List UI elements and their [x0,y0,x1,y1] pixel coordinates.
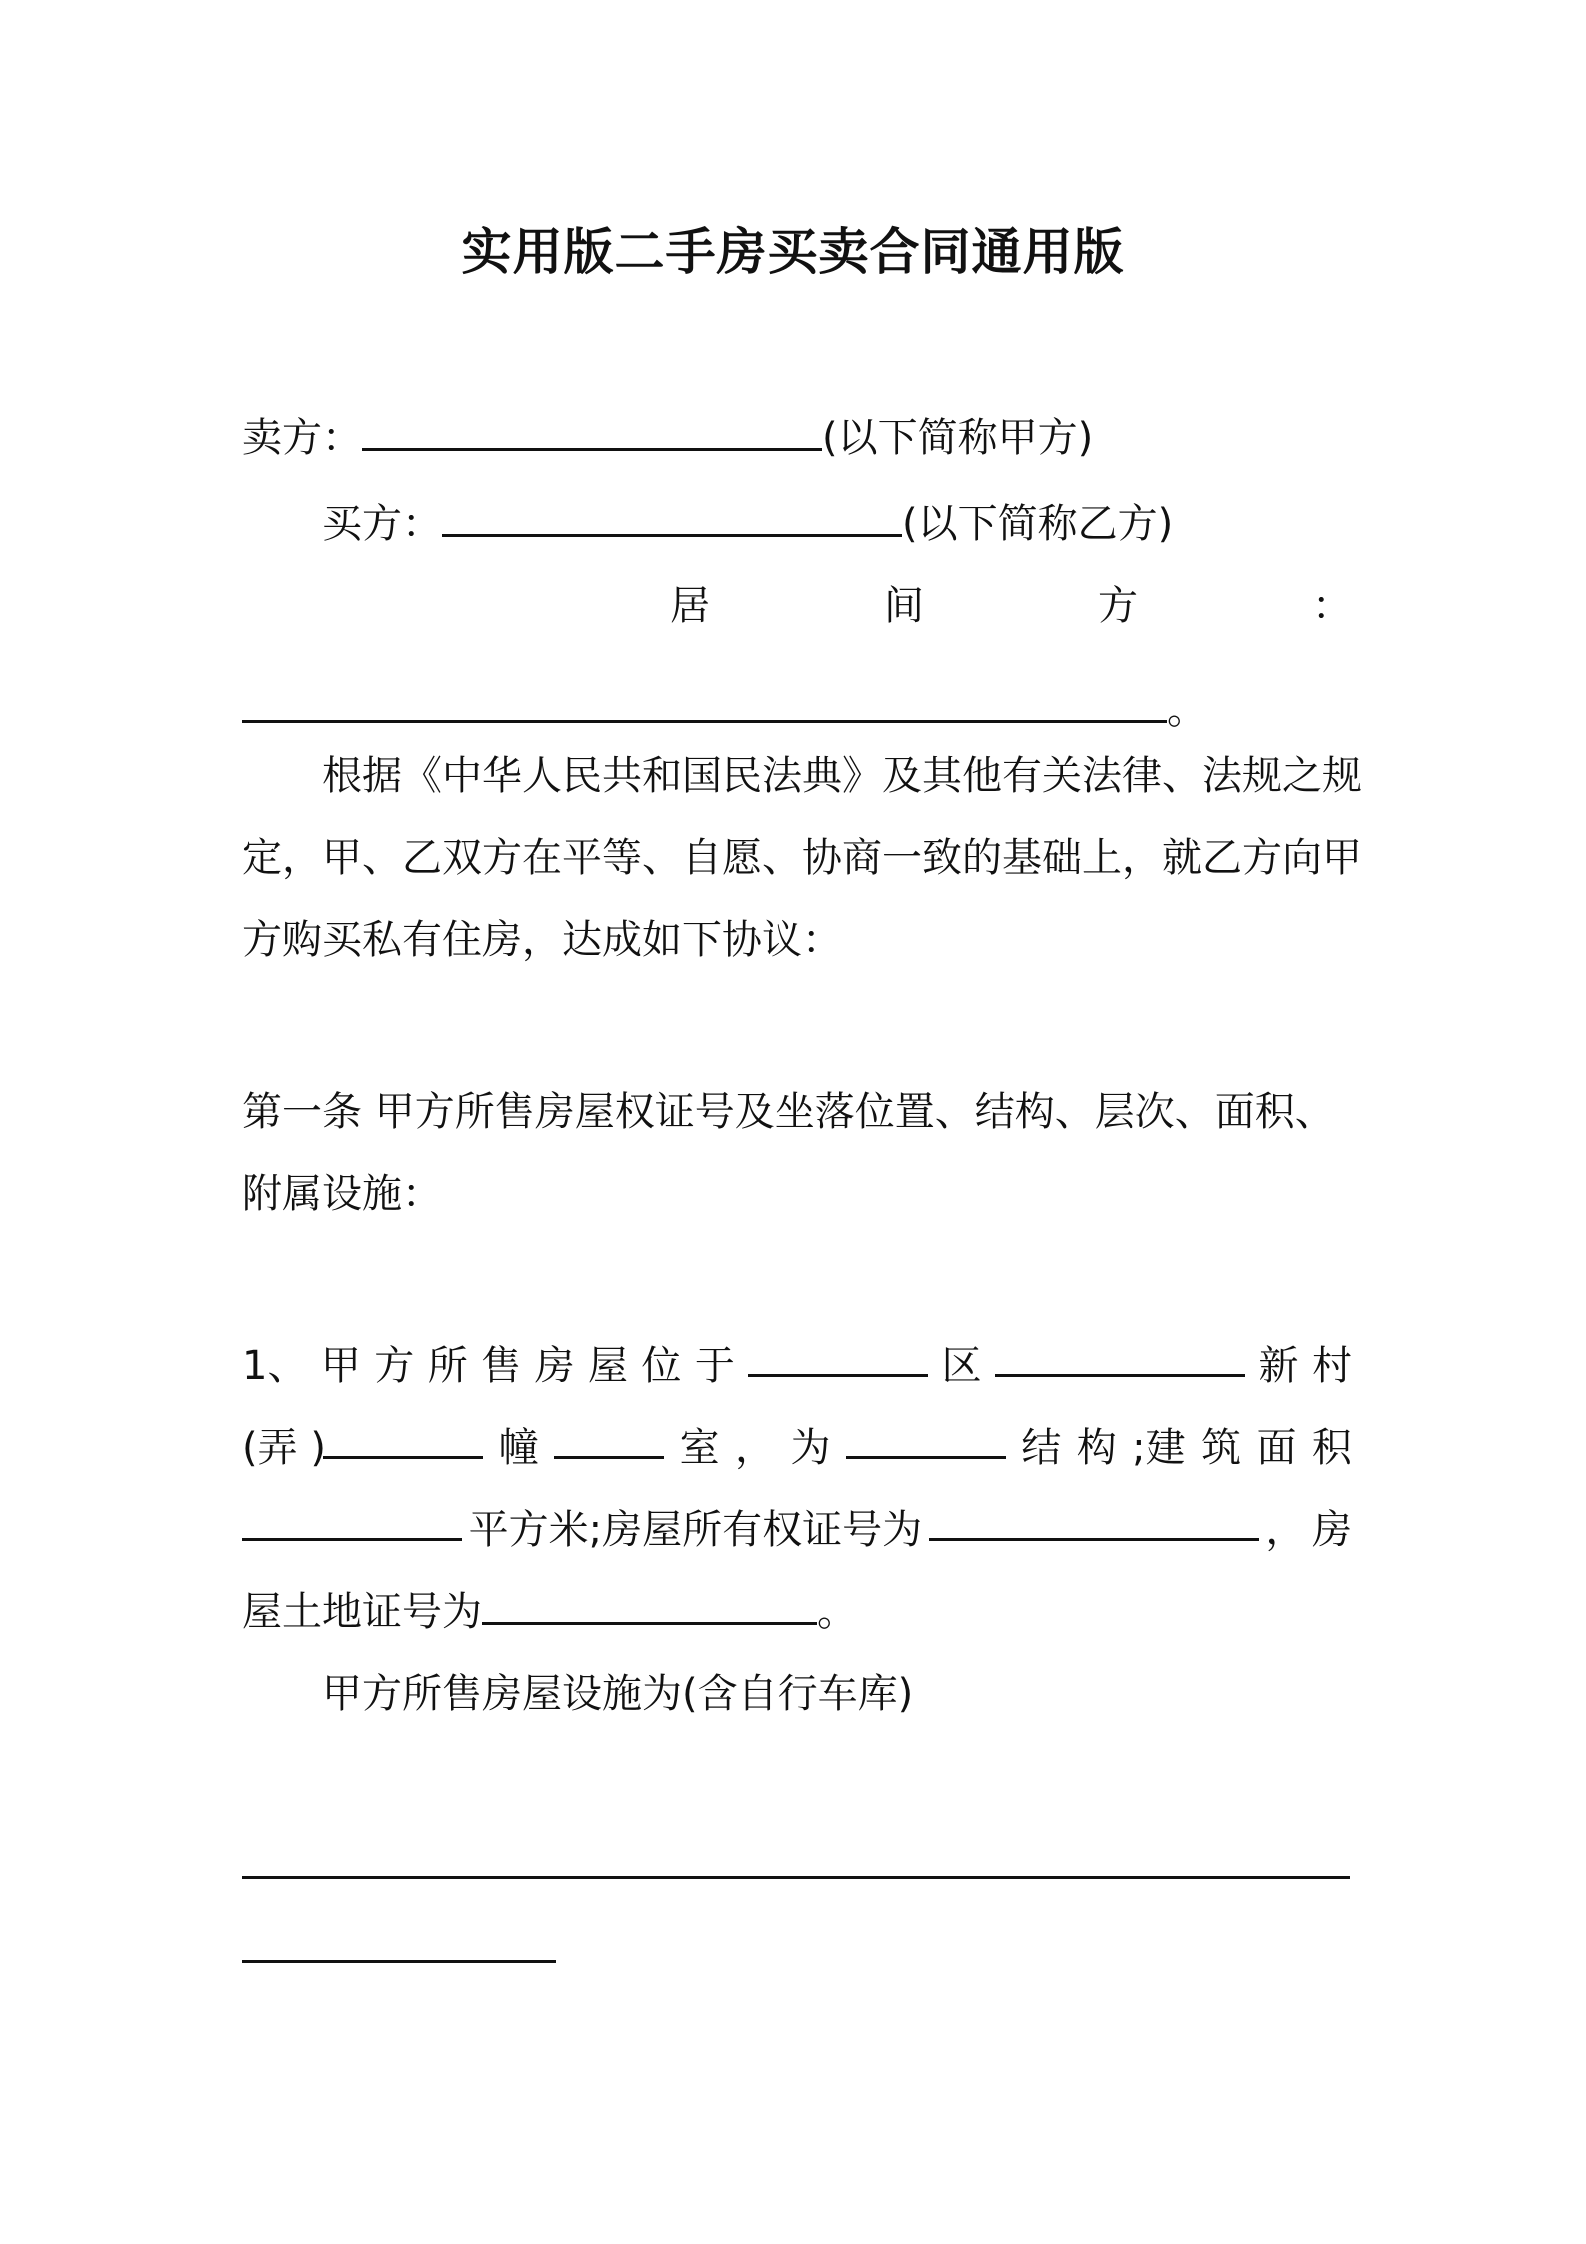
seller-blank[interactable] [362,412,822,451]
ownership-cert-blank[interactable] [929,1502,1259,1541]
item-number: 1、 [242,1343,308,1389]
buyer-line [322,496,1352,552]
facilities-line: 甲方所售房屋设施为(含自行车库) [322,1671,914,1717]
facilities-blank-2[interactable] [242,1922,556,1963]
seller-label: 卖方： [242,415,362,461]
preamble-line-2: 定，甲、乙双方在平等、自愿、协商一致的基础上，就乙方向甲 [242,835,1362,881]
item-text-char: 于 [694,1343,735,1389]
land-cert-blank[interactable] [482,1586,817,1625]
agent-blank[interactable] [242,684,1167,723]
article-1-heading: 第一条 甲方所售房屋权证号及坐落位置、结构、层次、面积、 [242,1089,1335,1135]
buyer-note: (以下简称乙方) [902,501,1174,547]
district-blank[interactable] [748,1338,928,1377]
item-text-char: 甲 [320,1343,361,1389]
comma: ， [735,1425,776,1471]
district-label: 区 [941,1343,982,1389]
agent-char: ： [1312,583,1352,629]
buyer-blank[interactable] [442,498,902,537]
room-label: 室 [679,1425,720,1471]
area-label: 面 [1256,1425,1297,1471]
structure-label: 构 [1076,1425,1117,1471]
structure-label: 结 [1021,1425,1062,1471]
wei-label: 为 [790,1425,831,1471]
item-text-char: 方 [374,1343,415,1389]
structure-blank[interactable] [846,1420,1006,1459]
area-label: 积 [1311,1425,1352,1471]
agent-char: 方 [1098,583,1138,629]
item-1-line-1 [242,1338,1352,1394]
building-label: 幢 [498,1425,539,1471]
agent-blank-line [242,682,1352,738]
agent-char: 间 [884,583,924,629]
buyer-label: 买方： [322,501,442,547]
area-label: ;建 [1132,1425,1186,1471]
item-text-char: 房 [534,1343,575,1389]
item-text-char: 售 [481,1343,522,1389]
building-blank[interactable] [554,1420,664,1459]
article-1-heading-cont: 附属设施： [242,1171,442,1217]
facilities-blank-1[interactable] [242,1838,1350,1879]
item-text-char: 位 [641,1343,682,1389]
xincun-label: 村 [1311,1343,1352,1389]
document-title: 实用版二手房买卖合同通用版 [461,223,1125,281]
preamble-line-1: 根据《中华人民共和国民法典》及其他有关法律、法规之规 [322,753,1362,799]
agent-end: 。 [1167,687,1207,733]
xincun-label: 新 [1258,1343,1299,1389]
item-text-char: 屋 [587,1343,628,1389]
area-unit-text: 平方米;房屋所有权证号为 [468,1507,923,1553]
agent-char: 居 [670,583,710,629]
comma: ， [1265,1507,1306,1553]
lane-blank[interactable] [323,1420,483,1459]
item-1-line-3 [242,1502,1352,1558]
period: 。 [817,1589,857,1635]
item-1-line-4 [242,1584,1352,1640]
seller-line [242,410,1352,466]
item-1-line-2 [242,1420,1352,1476]
agent-label-line [670,578,1352,634]
area-blank[interactable] [242,1502,462,1541]
xincun-blank[interactable] [995,1338,1245,1377]
fang-char: 房 [1311,1507,1352,1553]
land-cert-label: 屋土地证号为 [242,1589,482,1635]
preamble-line-3: 方购买私有住房，达成如下协议： [242,917,842,963]
lane-label: (弄 ) [242,1425,326,1471]
item-text-char: 所 [427,1343,468,1389]
area-label: 筑 [1201,1425,1242,1471]
seller-note: (以下简称甲方) [822,415,1094,461]
